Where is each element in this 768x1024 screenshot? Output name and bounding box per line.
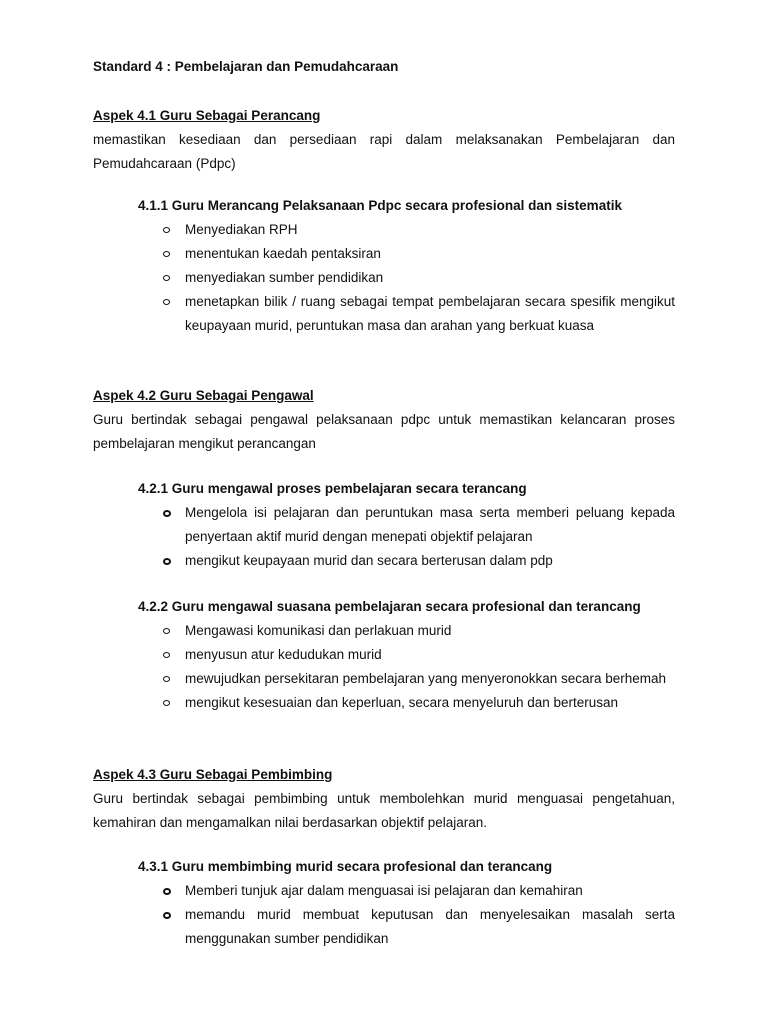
list-item: Memberi tunjuk ajar dalam menguasai isi pelajaran dan kemahiran (185, 879, 675, 903)
circle-bullet-icon (163, 888, 171, 895)
aspek-description: memastikan kesediaan dan persediaan rapi dalam melaksanakan Pembelajaran dan Pemudahcaraan (Pdpc) (93, 132, 675, 171)
circle-bullet-icon (163, 510, 171, 517)
list-item: mewujudkan persekitaran pembelajaran yang menyeronokkan secara berhemah (185, 667, 675, 691)
list-item: memandu murid membuat keputusan dan menyelesaikan masalah serta menggunakan sumber pendidikan (185, 903, 675, 951)
circle-bullet-icon (163, 676, 170, 682)
aspek-4-3 (93, 763, 675, 835)
aspek-4-2 (93, 384, 675, 456)
circle-bullet-icon (163, 299, 170, 305)
sub-heading: 4.2.1 Guru mengawal proses pembelajaran secara terancang (138, 481, 527, 496)
circle-bullet-icon (163, 251, 170, 257)
circle-bullet-icon (163, 912, 171, 919)
list-item: Mengelola isi pelajaran dan peruntukan masa serta memberi peluang kepada penyertaan aktif murid dengan menepati objektif pelajaran (185, 501, 675, 549)
list-item: mengikut keupayaan murid dan secara berterusan dalam pdp (185, 549, 675, 573)
document-title: Standard 4 : Pembelajaran dan Pemudahcaraan (93, 59, 399, 74)
circle-bullet-icon (163, 652, 170, 658)
bullet-list (138, 218, 675, 338)
list-item: menyediakan sumber pendidikan (185, 266, 675, 290)
circle-bullet-icon (163, 558, 171, 565)
circle-bullet-icon (163, 227, 170, 233)
sub-4-1-1 (138, 196, 675, 338)
circle-bullet-icon (163, 275, 170, 281)
bullet-list (138, 879, 675, 951)
sub-4-2-2 (138, 597, 675, 715)
aspek-description: Guru bertindak sebagai pembimbing untuk membolehkan murid menguasai pengetahuan, kemahiran dan mengamalkan nilai berdasarkan objektif pelajaran. (93, 791, 675, 830)
circle-bullet-icon (163, 700, 170, 706)
list-item: Menyediakan RPH (185, 218, 675, 242)
bullet-list (138, 619, 675, 715)
sub-4-2-1 (138, 479, 675, 573)
aspek-4-1 (93, 104, 675, 176)
list-item: menyusun atur kedudukan murid (185, 643, 675, 667)
sub-heading: 4.1.1 Guru Merancang Pelaksanaan Pdpc secara profesional dan sistematik (138, 198, 622, 213)
sub-4-3-1 (138, 857, 675, 951)
aspek-heading: Aspek 4.2 Guru Sebagai Pengawal (93, 388, 314, 403)
list-item: menetapkan bilik / ruang sebagai tempat pembelajaran secara spesifik mengikut keupayaan murid, peruntukan masa dan arahan yang berkuat kuasa (185, 290, 675, 338)
bullet-list (138, 501, 675, 573)
list-item: menentukan kaedah pentaksiran (185, 242, 675, 266)
sub-heading: 4.2.2 Guru mengawal suasana pembelajaran secara profesional dan terancang (138, 599, 641, 614)
list-item: Mengawasi komunikasi dan perlakuan murid (185, 619, 675, 643)
aspek-heading: Aspek 4.3 Guru Sebagai Pembimbing (93, 767, 333, 782)
sub-heading: 4.3.1 Guru membimbing murid secara profesional dan terancang (138, 859, 553, 874)
aspek-heading: Aspek 4.1 Guru Sebagai Perancang (93, 108, 321, 123)
circle-bullet-icon (163, 628, 170, 634)
aspek-description: Guru bertindak sebagai pengawal pelaksanaan pdpc untuk memastikan kelancaran proses pembelajaran mengikut perancangan (93, 412, 675, 451)
list-item: mengikut kesesuaian dan keperluan, secara menyeluruh dan berterusan (185, 691, 675, 715)
